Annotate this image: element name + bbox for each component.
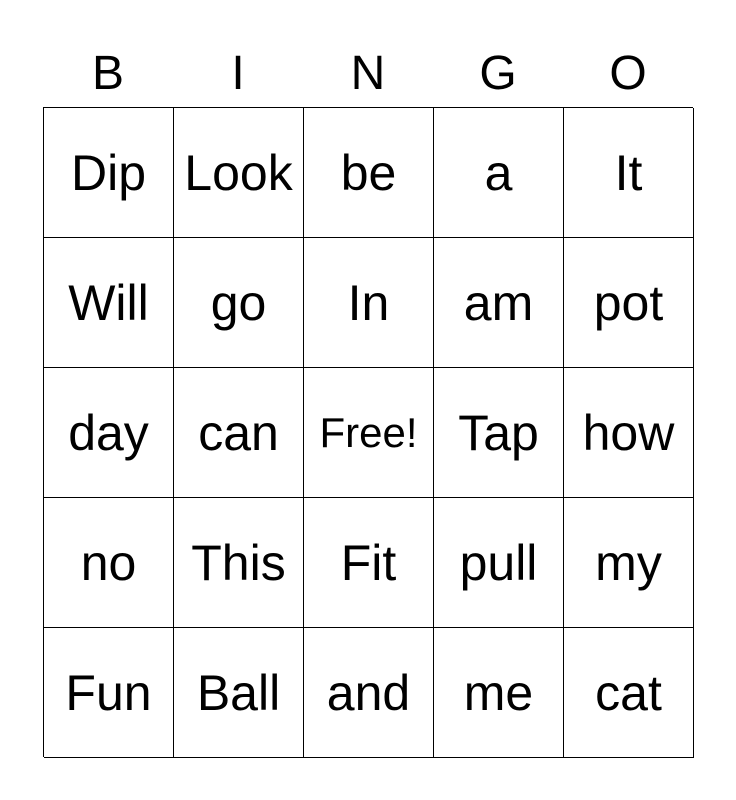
bingo-cell-r1-c5[interactable]: It <box>564 108 694 238</box>
bingo-cell-r1-c2[interactable]: Look <box>174 108 304 238</box>
bingo-cell-r2-c1[interactable]: Will <box>44 238 174 368</box>
bingo-cell-r2-c3[interactable]: In <box>304 238 434 368</box>
bingo-cell-r4-c1[interactable]: no <box>44 498 174 628</box>
bingo-cell-r1-c3[interactable]: be <box>304 108 434 238</box>
bingo-cell-r5-c2[interactable]: Ball <box>174 628 304 758</box>
bingo-cell-r1-c1[interactable]: Dip <box>44 108 174 238</box>
bingo-cell-r4-c4[interactable]: pull <box>434 498 564 628</box>
header-letter-b: B <box>91 47 124 100</box>
header-letter-i: I <box>231 47 245 100</box>
bingo-board <box>43 107 693 757</box>
header-letter-g: G <box>479 47 517 100</box>
bingo-cell-r5-c3[interactable]: and <box>304 628 434 758</box>
bingo-cell-r1-c4[interactable]: a <box>434 108 564 238</box>
bingo-cell-r3-c1[interactable]: day <box>44 368 174 498</box>
header-letter-o: O <box>609 47 647 100</box>
bingo-header <box>43 40 693 108</box>
bingo-cell-r4-c2[interactable]: This <box>174 498 304 628</box>
bingo-cell-r4-c5[interactable]: my <box>564 498 694 628</box>
header-letter-n: N <box>350 47 386 100</box>
bingo-cell-r3-c2[interactable]: can <box>174 368 304 498</box>
bingo-cell-r5-c4[interactable]: me <box>434 628 564 758</box>
bingo-cell-r2-c5[interactable]: pot <box>564 238 694 368</box>
bingo-cell-r2-c4[interactable]: am <box>434 238 564 368</box>
bingo-cell-r3-c5[interactable]: how <box>564 368 694 498</box>
bingo-cell-r4-c3[interactable]: Fit <box>304 498 434 628</box>
free-space-cell[interactable]: Free! <box>304 368 434 498</box>
bingo-cell-r3-c4[interactable]: Tap <box>434 368 564 498</box>
bingo-cell-r2-c2[interactable]: go <box>174 238 304 368</box>
bingo-cell-r5-c5[interactable]: cat <box>564 628 694 758</box>
bingo-cell-r5-c1[interactable]: Fun <box>44 628 174 758</box>
